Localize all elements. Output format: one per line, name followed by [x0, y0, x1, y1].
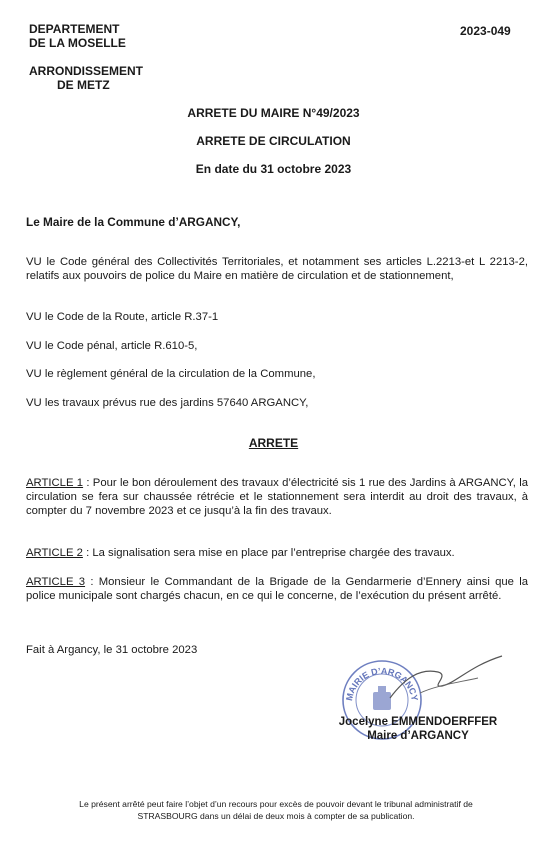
svg-text:MAIRIE D’ARGANCY: MAIRIE D’ARGANCY: [344, 665, 420, 702]
arrondissement-block: [29, 64, 143, 92]
footer-line2: STRASBOURG dans un délai de deux mois à compter de sa publication.: [137, 811, 415, 821]
visa-item: VU le Code pénal, article R.610-5,: [26, 340, 198, 352]
visa-item: VU le Code de la Route, article R.37-1: [26, 311, 219, 323]
departement-block: [29, 22, 126, 50]
article-label: ARTICLE 2: [26, 547, 83, 559]
article-3: [26, 575, 528, 603]
signatory-block: [338, 715, 498, 743]
departement-line1: DEPARTEMENT: [29, 22, 120, 36]
signature-icon: [360, 648, 510, 708]
article-2: [26, 546, 528, 560]
reference-number: 2023-049: [460, 24, 511, 38]
place-date: Fait à Argancy, le 31 octobre 2023: [26, 644, 198, 656]
footer-line1: Le présent arrêté peut faire l’objet d’un recours pour excès de pouvoir devant le tribunal administratif de: [79, 799, 473, 809]
arrondissement-line1: ARRONDISSEMENT: [29, 64, 144, 78]
visa-item: VU le Code général des Collectivités Territoriales, et notamment ses articles L.2213-et L 2213-2, relatifs aux pouvoirs de police du Maire en matière de circulation et de stationnement,: [26, 256, 528, 282]
visa-item: VU le règlement général de la circulation de la Commune,: [26, 368, 316, 380]
intro-line: Le Maire de la Commune d’ARGANCY,: [26, 215, 241, 229]
subject-title: ARRETE DE CIRCULATION: [196, 134, 351, 148]
date-title: En date du 31 octobre 2023: [195, 162, 352, 176]
article-1: [26, 476, 528, 518]
visa-item: VU les travaux prévus rue des jardins 57640 ARGANCY,: [26, 397, 309, 409]
article-text: : La signalisation sera mise en place par l’entreprise chargée des travaux.: [82, 547, 455, 559]
arrondissement-line2: DE METZ: [57, 78, 110, 92]
footer-notice: [26, 798, 526, 822]
arrete-number-title: ARRETE DU MAIRE N°49/2023: [187, 106, 360, 120]
signatory-title: Maire d’ARGANCY: [367, 730, 469, 742]
signatory-name: Jocelyne EMMENDOERFFER: [338, 716, 498, 728]
article-text: : Pour le bon déroulement des travaux d’électricité sis 1 rue des Jardins à ARGANCY, la circulation se fera sur chaussée rétrécie et le stationnement sera interdit au droit des travaux, à compter du 7 novembre 2023 et ce jusqu’à la fin des travaux.: [26, 477, 528, 517]
article-label: ARTICLE 1: [26, 477, 84, 489]
departement-line2: DE LA MOSELLE: [29, 36, 126, 50]
article-text: : Monsieur le Commandant de la Brigade de la Gendarmerie d’Ennery ainsi que la police municipale sont chargés chacun, en ce qui le concerne, de l’exécution du présent arrêté.: [26, 576, 528, 602]
arrete-heading: ARRETE: [248, 436, 299, 450]
article-label: ARTICLE 3: [26, 576, 86, 588]
